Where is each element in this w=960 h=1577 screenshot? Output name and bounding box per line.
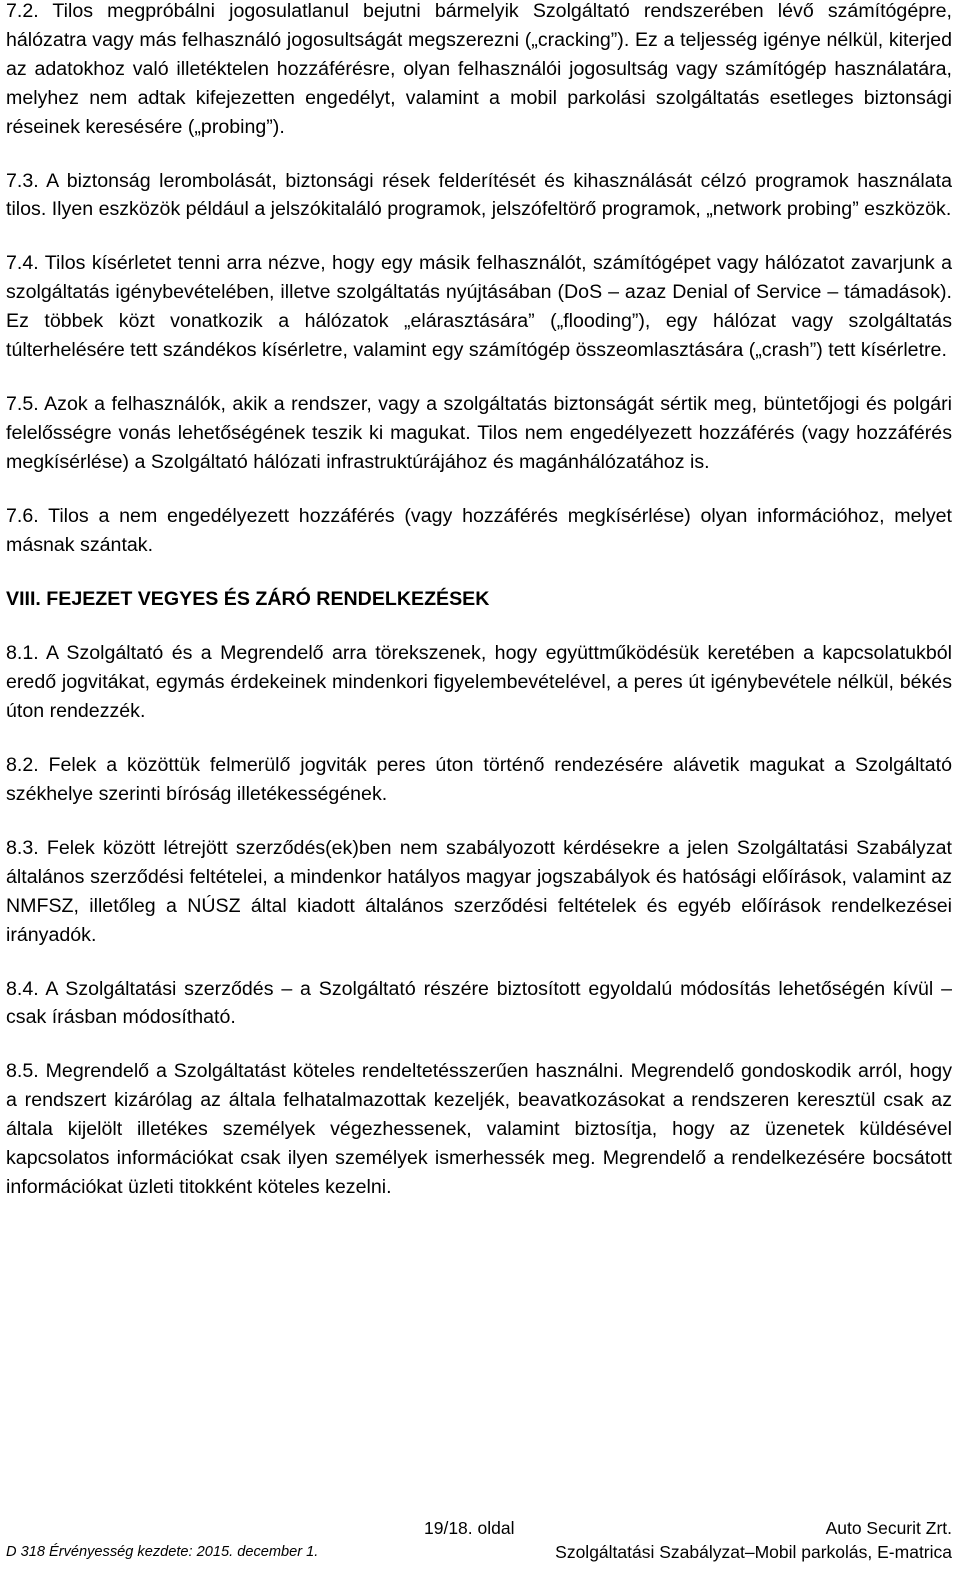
- company-name: Auto Securit Zrt.: [825, 1518, 952, 1538]
- paragraph-7-5: 7.5. Azok a felhasználók, akik a rendszer, vagy a szolgáltatás biztonságát sértik meg, büntetőjogi és polgári felelősségre vonás lehetőségének teszik ki magukat. Tilos nem engedélyezett hozzáférés (vagy hozzáférés megkísérlése) a Szolgáltató hálózati infrastruktúrájához és magánhálózatához is.: [6, 392, 952, 473]
- paragraph-8-4: 8.4. A Szolgáltatási szerződés – a Szolgáltató részére biztosított egyoldalú módosítás lehetőségén kívül – csak írásban módosítható.: [6, 977, 952, 1029]
- page-footer: [6, 1518, 952, 1574]
- paragraph-7-2: 7.2. Tilos megpróbálni jogosulatlanul bejutni bármelyik Szolgáltató rendszerében lévő számítógépre, hálózatra vagy más felhasználó jogosultságát megszerezni („cracking”). Ez a teljesség igénye nélkül, kiterjed az adatokhoz való illetéktelen hozzáférésre, olyan felhasználói jogosultság vagy számítógép használatára, melyhez nem adtak kifejezetten engedélyt, valamint a mobil parkolási szolgáltatás esetleges biztonsági réseinek keresésére („probing”).: [6, 0, 952, 138]
- validity-date: D 318 Érvényesség kezdete: 2015. december 1.: [6, 1544, 319, 1560]
- document-title: Szolgáltatási Szabályzat–Mobil parkolás, E-matrica: [555, 1542, 952, 1562]
- paragraph-7-4: 7.4. Tilos kísérletet tenni arra nézve, hogy egy másik felhasználót, számítógépet vagy hálózatot zavarjunk a szolgáltatás igénybevételében, illetve szolgáltatás nyújtásában (DoS – azaz Denial of Service – támadások). Ez többek közt vonatkozik a hálózatok „elárasztására” („flooding”), egy hálózat vagy szolgáltatás túlterhelésére tett szándékos kísérletre, valamint egy számítógép összeomlasztására („crash”) tett kísérletre.: [6, 252, 952, 362]
- page-number: 19/18. oldal: [424, 1518, 515, 1538]
- paragraph-7-6: 7.6. Tilos a nem engedélyezett hozzáférés (vagy hozzáférés megkísérlése) olyan információhoz, melyet másnak szántak.: [6, 504, 952, 556]
- paragraph-8-3: 8.3. Felek között létrejött szerződés(ek)ben nem szabályozott kérdésekre a jelen Szolgáltatási Szabályzat általános szerződési feltételei, a mindenkor hatályos magyar jogszabályok és hatósági előírások, valamint az NMFSZ, illetőleg a NÚSZ által kiadott általános szerződési feltételek és egyéb előírások rendelkezései irányadók.: [6, 836, 952, 946]
- paragraph-8-1: 8.1. A Szolgáltató és a Megrendelő arra törekszenek, hogy együttműködésük keretében a kapcsolatukból eredő jogvitákat, egymás érdekeinek mindenkori figyelembevételével, a peres út igénybevétele nélkül, békés úton rendezzék.: [6, 642, 952, 723]
- paragraph-7-3: 7.3. A biztonság lerombolását, biztonsági rések felderítését és kihasználását célzó programok használata tilos. Ilyen eszközök például a jelszókitaláló programok, jelszófeltörő programok, „network probing” eszközök.: [6, 169, 952, 221]
- document-body: [6, 0, 952, 1227]
- chapter-heading: VIII. FEJEZET VEGYES ÉS ZÁRÓ RENDELKEZÉSEK: [6, 587, 490, 610]
- paragraph-8-2: 8.2. Felek a közöttük felmerülő jogviták peres úton történő rendezésére alávetik magukat a Szolgáltató székhelye szerinti bíróság illetékességének.: [6, 754, 952, 806]
- paragraph-8-5: 8.5. Megrendelő a Szolgáltatást köteles rendeltetésszerűen használni. Megrendelő gondoskodik arról, hogy a rendszert kizárólag az általa felhatalmazottak kezeljék, beavatkozásokat a rendszeren keresztül csak az általa kijelölt illetékes személyek végezhessenek, valamint biztosítja, hogy az üzenetek küldésével kapcsolatos információkat csak ilyen személyek ismerhessék meg. Megrendelő a rendelkezésére bocsátott információkat üzleti titokként köteles kezelni.: [6, 1060, 952, 1198]
